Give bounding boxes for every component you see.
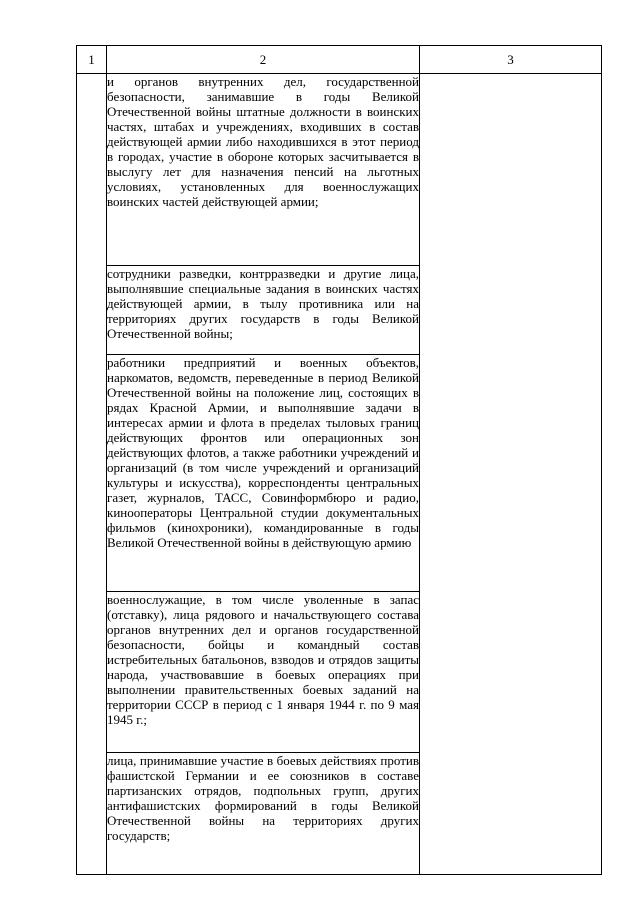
row-2-text [107,266,420,355]
table-header-row [77,46,602,74]
row-1-paragraph: и органов внутренних дел, государственной безопасности, занимавшие в годы Великой Отечественной войны штатные должности в воинских частях, штабах и учреждениях, входивших в состав действующей армии либо находившихся в этот период в городах, участие в обороне которых засчитывается в выслугу лет для назначения пенсий на льготных условиях, установленных для военнослужащих воинских частей действующей армии; [107,74,419,209]
row-2-paragraph: сотрудники разведки, контрразведки и другие лица, выполнявшие специальные задания в воинских частях действующей армии, в тылу противника или на территориях других государств в годы Великой Отечественной войны; [107,266,419,341]
row-1-text [107,74,420,266]
document-table [76,45,602,875]
header-cell-2: 2 [107,46,420,74]
table-row [77,74,602,266]
row-3-paragraph: работники предприятий и военных объектов, наркоматов, ведомств, переведенные в период Великой Отечественной войны на положение лиц, состоящих в рядах Красной Армии, и выполнявшие задачи в интересах армии и флота в пределах тыловых границ действующих фронтов или операционных зон действующих флотов, а также работники учреждений и организаций (в том числе учреждений и организаций культуры и искусства), корреспонденты центральных газет, журналов, ТАСС, Совинформбюро и радио, кинооператоры Центральной студии документальных фильмов (кинохроники), командированные в годы Великой Отечественной войны в действующую армию [107,355,419,550]
row-5-paragraph: лица, принимавшие участие в боевых действиях против фашистской Германии и ее союзников в составе партизанских отрядов, подпольных групп, других антифашистских формирований в годы Великой Отечественной войны на территориях других государств; [107,753,419,843]
header-cell-1: 1 [77,46,107,74]
column-3-cell [420,74,602,875]
row-3-text [107,355,420,592]
row-4-paragraph: военнослужащие, в том числе уволенные в запас (отставку), лица рядового и начальствующего состава органов внутренних дел и органов государственной безопасности, бойцы и командный состав истребительных батальонов, взводов и отрядов защиты народа, участвовавшие в боевых операциях при выполнении правительственных боевых заданий на территории СССР в период с 1 января 1944 г. по 9 мая 1945 г.; [107,592,419,727]
header-cell-3: 3 [420,46,602,74]
row-4-text [107,592,420,753]
row-5-text [107,753,420,875]
column-1-cell [77,74,107,875]
